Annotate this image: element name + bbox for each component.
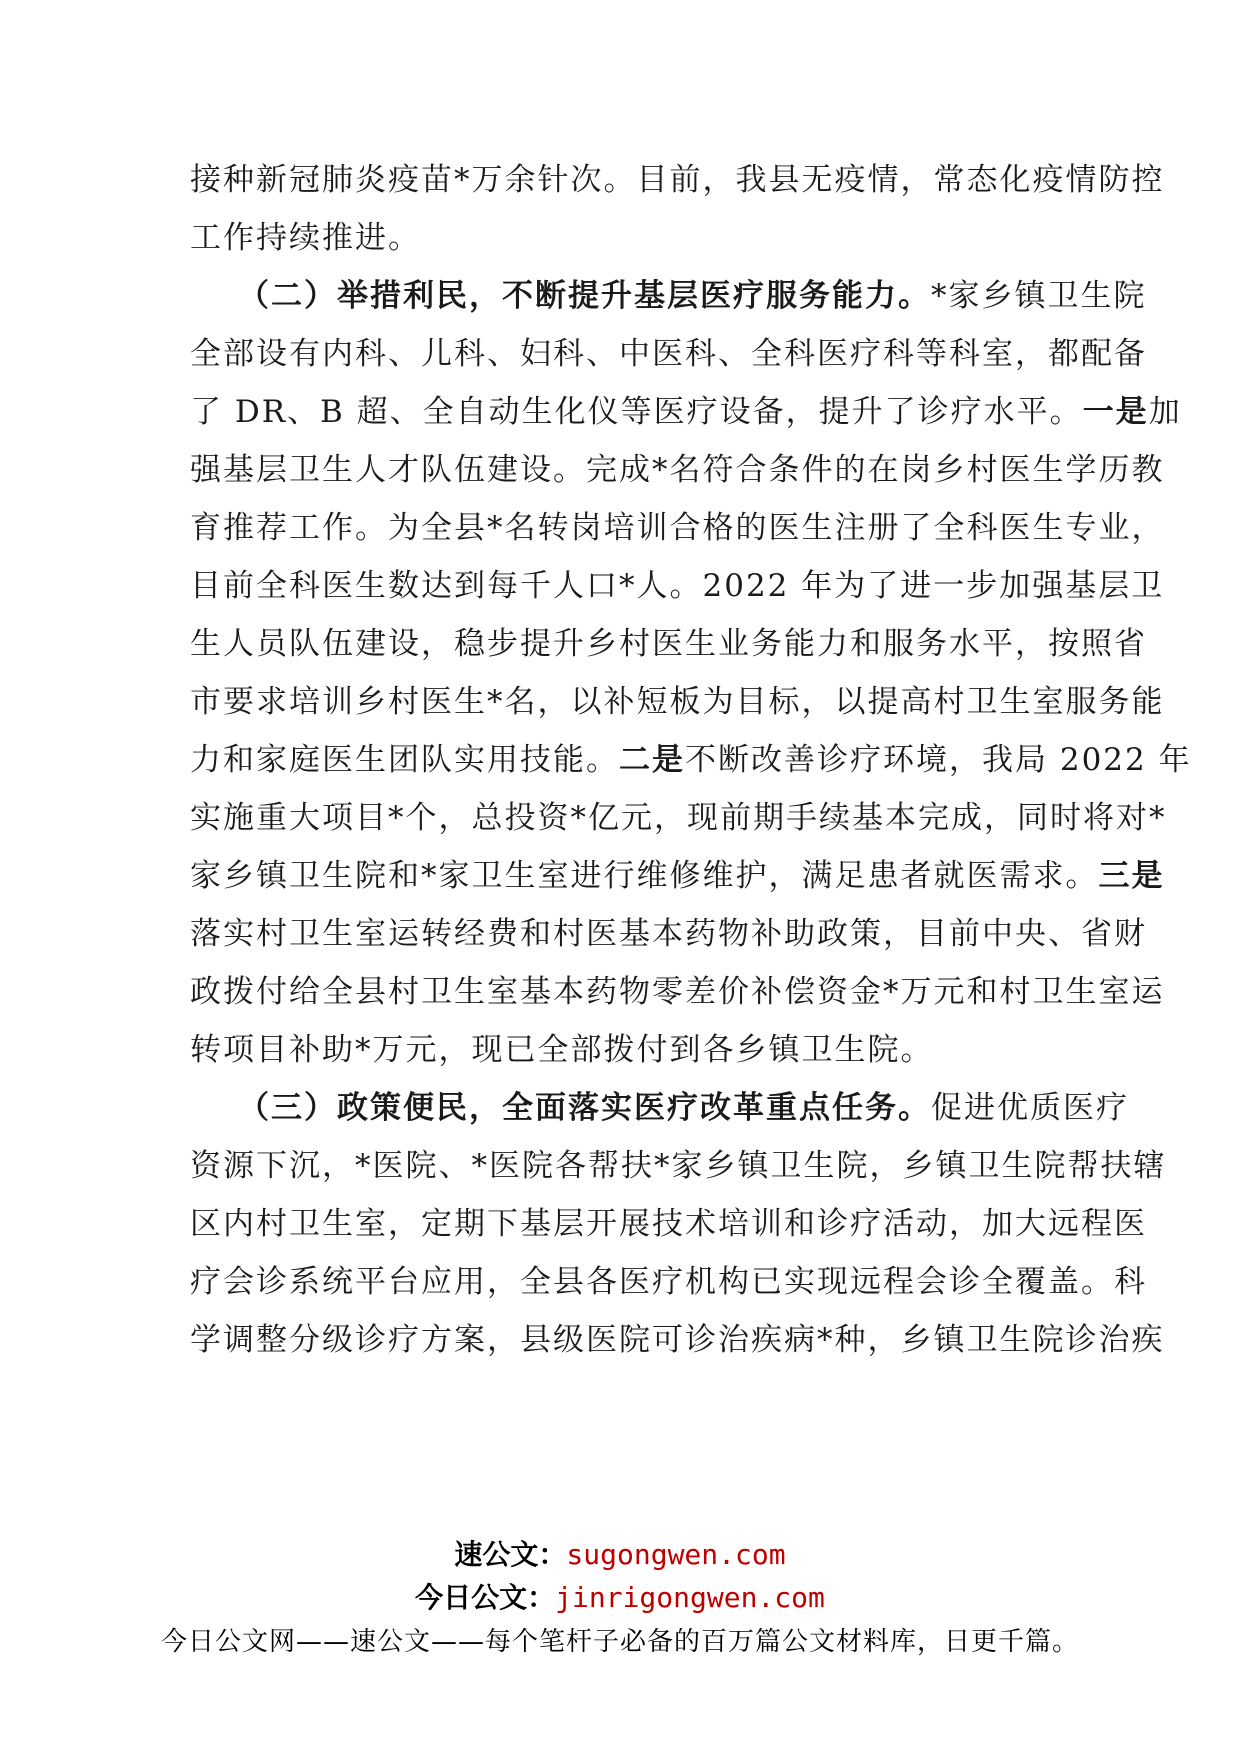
footer-jinrigongwen: [0, 1578, 1240, 1618]
body-line: 市要求培训乡村医生*名，以补短板为目标，以提高村卫生室服务能: [190, 684, 1165, 720]
body-line: [190, 392, 1182, 432]
body-line: 工作持续推进。: [190, 220, 421, 256]
emphasis-yi: 一是: [1082, 394, 1149, 430]
body-text: 促进优质医疗: [931, 1090, 1129, 1126]
jinrigongwen-link[interactable]: jinrigongwen.com: [555, 1581, 825, 1614]
footer-sugongwen: [0, 1535, 1240, 1575]
body-line: 接种新冠肺炎疫苗*万余针次。目前，我县无疫情，常态化疫情防控: [190, 162, 1165, 198]
footer-label: 速公文：: [454, 1538, 567, 1571]
body-line: 疗会诊系统平台应用，全县各医疗机构已实现远程会诊全覆盖。科: [190, 1264, 1147, 1300]
section-heading-2-line: [238, 276, 1147, 316]
body-line: 转项目补助*万元，现已全部拨付到各乡镇卫生院。: [190, 1032, 934, 1068]
footer-slogan: 今日公文网——速公文——每个笔杆子必备的百万篇公文材料库，日更千篇。: [160, 1627, 1079, 1657]
section-heading-3: （三）政策便民，全面落实医疗改革重点任务。: [238, 1090, 931, 1126]
sugongwen-link[interactable]: sugongwen.com: [566, 1538, 786, 1571]
body-text: 加: [1148, 394, 1182, 430]
body-line: 落实村卫生室运转经费和村医基本药物补助政策，目前中央、省财: [190, 916, 1147, 952]
body-line: 育推荐工作。为全县*名转岗培训合格的医生注册了全科医生专业，: [190, 510, 1165, 546]
body-line: 政拨付给全县村卫生室基本药物零差价补偿资金*万元和村卫生室运: [190, 974, 1165, 1010]
emphasis-er: 二是: [619, 742, 685, 778]
section-heading-3-line: [238, 1088, 1129, 1128]
body-line: [190, 856, 1165, 896]
body-line: 强基层卫生人才队伍建设。完成*名符合条件的在岗乡村医生学历教: [190, 452, 1165, 488]
body-line: 区内村卫生室，定期下基层开展技术培训和诊疗活动，加大远程医: [190, 1206, 1147, 1242]
body-line: 生人员队伍建设，稳步提升乡村医生业务能力和服务水平，按照省: [190, 626, 1147, 662]
body-text: 力和家庭医生团队实用技能。: [190, 742, 619, 778]
section-heading-2: （二）举措利民，不断提升基层医疗服务能力。: [238, 278, 931, 314]
body-line: 目前全科医生数达到每千人口*人。2022 年为了进一步加强基层卫: [190, 568, 1165, 604]
body-line: [190, 740, 1192, 780]
body-text: 不断改善诊疗环境，我局 2022 年: [685, 742, 1192, 778]
body-text: 家乡镇卫生院和*家卫生室进行维修维护，满足患者就医需求。: [190, 858, 1099, 894]
body-line: 学调整分级诊疗方案，县级医院可诊治疾病*种，乡镇卫生院诊治疾: [190, 1322, 1165, 1358]
body-line: 实施重大项目*个，总投资*亿元，现前期手续基本完成，同时将对*: [190, 800, 1167, 836]
emphasis-san: 三是: [1098, 858, 1165, 894]
body-line: 全部设有内科、儿科、妇科、中医科、全科医疗科等科室，都配备: [190, 336, 1147, 372]
footer-label: 今日公文：: [415, 1581, 556, 1614]
body-line: 资源下沉，*医院、*医院各帮扶*家乡镇卫生院，乡镇卫生院帮扶辖: [190, 1148, 1167, 1184]
body-text: *家乡镇卫生院: [931, 278, 1147, 314]
body-text: 了 DR、B 超、全自动生化仪等医疗设备，提升了诊疗水平。: [190, 394, 1083, 430]
